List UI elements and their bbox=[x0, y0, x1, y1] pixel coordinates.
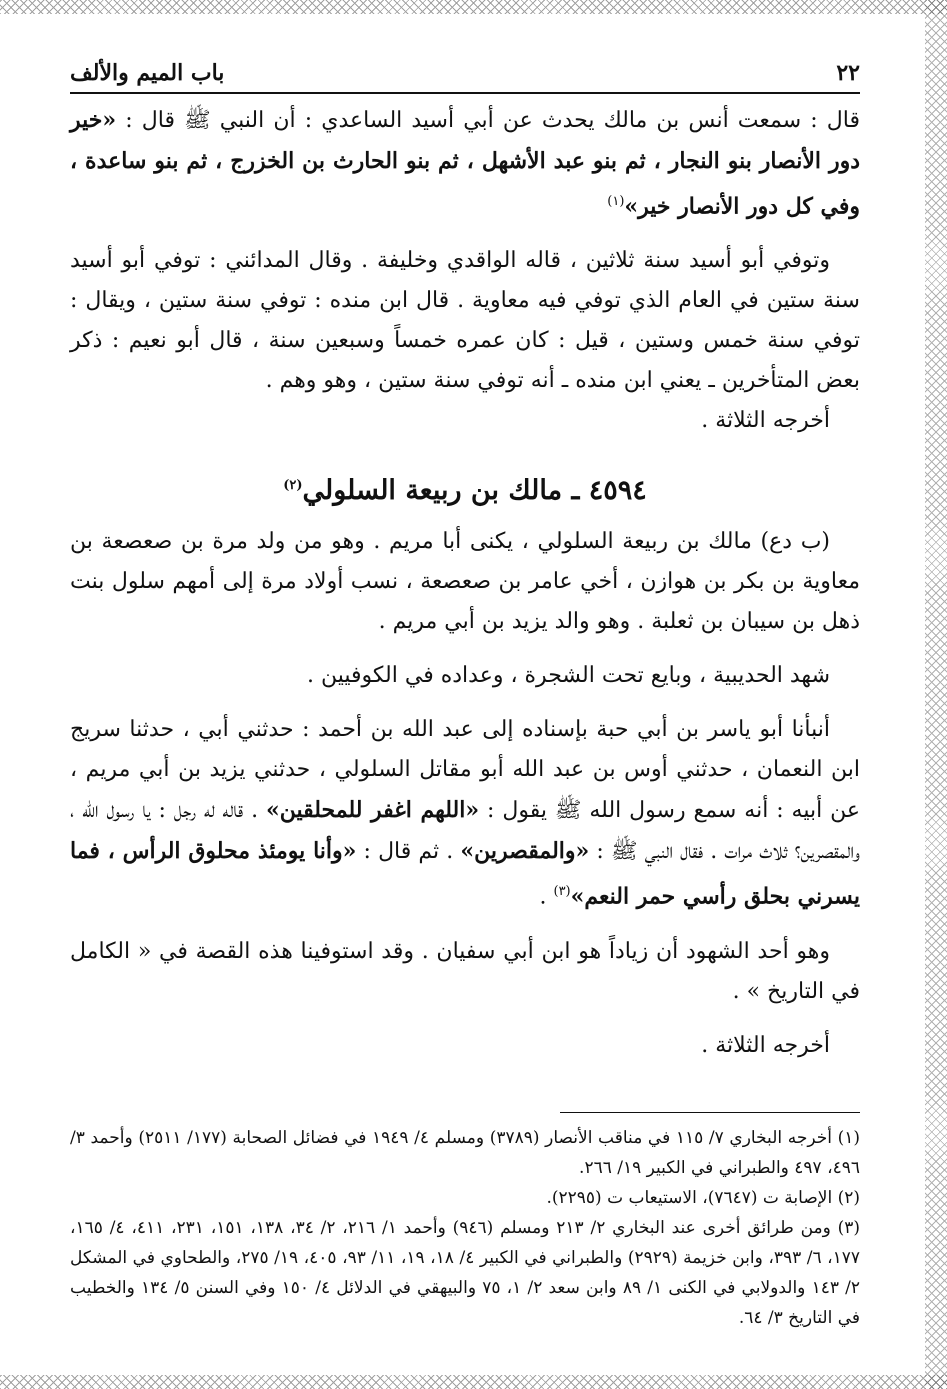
footnote-2: (٢) الإصابة ت (٧٦٤٧)، الاستيعاب ت (٢٢٩٥). bbox=[546, 1187, 860, 1208]
death-paragraph: وتوفي أبو أسيد سنة ثلاثين ، قاله الواقدي وخليفة . وقال المدائني : توفي أبو أسيد سنة ستين في العام الذي توفي فيه معاوية . قال ابن منده : توفي سنة ستين ، ويقال : توفي سنة خمس وستين ، قيل : كان عمره خمساً وسبعين سنة ، قال أبو نعيم : ذكر بعض المتأخرين ـ يعني ابن منده ـ أنه توفي سنة ستين ، وهو وهم . bbox=[70, 248, 860, 394]
narration-text-2: . قاله له رجل : يا رسول الله ، والمقصرين؟ ثلاث مرات . فقال النبي ﷺ : bbox=[70, 798, 861, 865]
page-number: ٢٢ bbox=[836, 60, 860, 86]
entry-paragraph-3 bbox=[70, 710, 860, 917]
footnote-divider bbox=[560, 1112, 860, 1113]
footnotes bbox=[70, 1100, 860, 1333]
entry-paragraph-1: (ب دع) مالك بن ربيعة السلولي ، يكنى أبا مريم . وهو من ولد مرة بن صعصعة بن معاوية بن بكر بن هوازن ، أخي عامر بن صعصعة ، نسب أولاد مرة إلى أمهم سلول بنت ذهل بن سيبان بن ثعلبة . وهو والد يزيد بن أبي مريم . bbox=[70, 529, 860, 635]
chapter-title: باب الميم والألف bbox=[70, 60, 225, 86]
sentence-end: . bbox=[539, 884, 554, 910]
entry-paragraph-2: شهد الحديبية ، وبايع تحت الشجرة ، وعداده في الكوفيين . bbox=[307, 663, 830, 689]
footnote-1: (١) أخرجه البخاري ٧/ ١١٥ في مناقب الأنصار (٣٧٨٩) ومسلم ٤/ ١٩٤٩ في فضائل الصحابة (١٧٧/ ٢٥١١) وأحمد ٣/ ٤٩٦، ٤٩٧ والطبراني في الكبير ١٩/ ٢٦٦. bbox=[70, 1127, 860, 1178]
akhrajahu-1: أخرجه الثلاثة . bbox=[701, 408, 830, 434]
entry-title bbox=[70, 475, 860, 506]
hadith-quote-4: «وأنا يومئذ محلوق الرأس ، فما يسرني بحلق رأسي حمر النعم» bbox=[70, 838, 860, 910]
footnote-ref-2: (٢) bbox=[283, 478, 303, 494]
decorative-border-bottom bbox=[0, 1375, 947, 1389]
footnote-ref-3: (٣) bbox=[553, 884, 571, 900]
hadith-paragraph bbox=[70, 100, 860, 227]
entry-title-text: ٤٥٩٤ ـ مالك بن ربيعة السلولي bbox=[302, 475, 647, 507]
hadith-quote-3: «والمقصرين» bbox=[460, 838, 590, 865]
footnote-ref-1: (١) bbox=[607, 194, 625, 209]
hadith-quote: «خير دور الأنصار بنو النجار ، ثم بنو عبد الأشهل ، ثم بنو الحارث بن الخزرج ، ثم بنو ساعدة ، وفي كل دور الأنصار خير» bbox=[70, 107, 860, 220]
narration-text: قال : سمعت أنس بن مالك يحدث عن أبي أسيد الساعدي : أن النبي ﷺ قال : bbox=[116, 108, 860, 133]
hadith-quote-2: «اللهم اغفر للمحلقين» bbox=[265, 797, 480, 824]
isnad-text: أنبأنا أبو ياسر بن أبي حبة بإسناده إلى عبد الله بن أحمد : حدثني أبي ، حدثنا سريج ابن النعمان ، حدثني أوس بن عبد الله أبو مقاتل السلولي ، حدثني يزيد بن أبي مريم ، عن أبيه : أنه سمع رسول الله ﷺ يقول : bbox=[70, 717, 861, 824]
narration-text-3: . ثم قال : bbox=[356, 839, 461, 865]
page-header bbox=[70, 60, 860, 94]
footnote-3: (٣) ومن طرائق أخرى عند البخاري ٢/ ٢١٣ ومسلم (٩٤٦) وأحمد ١/ ٢١٦، ٢/ ٣٤، ١٣٨، ١٥١، ٢٣١، ٤١١، ٤/ ١٦٥، ١٧٧، ٦/ ٣٩٣، وابن خزيمة (٢٩٢٩) والطبراني في الكبير ٤/ ١٨، ١٩، ١١/ ٩٣، ٤٠٥، ١٩/ ٢٧٥، والطحاوي في المشكل ٢/ ١٤٣ والدولابي في الكنى ١/ ٨٩ وابن سعد ٢/ ١، ٧٥ والبيهقي في الدلائل ٤/ ١٥٠ وفي السنن ٥/ ١٣٤ والخطيب في التاريخ ٣/ ٦٤. bbox=[70, 1217, 861, 1328]
decorative-border-right bbox=[925, 0, 947, 1389]
decorative-border-top bbox=[0, 0, 947, 14]
book-page bbox=[70, 60, 860, 1333]
akhrajahu-2: أخرجه الثلاثة . bbox=[701, 1032, 830, 1058]
entry-paragraph-4: وهو أحد الشهود أن زياداً هو ابن أبي سفيان . وقد استوفينا هذه القصة في « الكامل في التاريخ » . bbox=[70, 938, 860, 1004]
